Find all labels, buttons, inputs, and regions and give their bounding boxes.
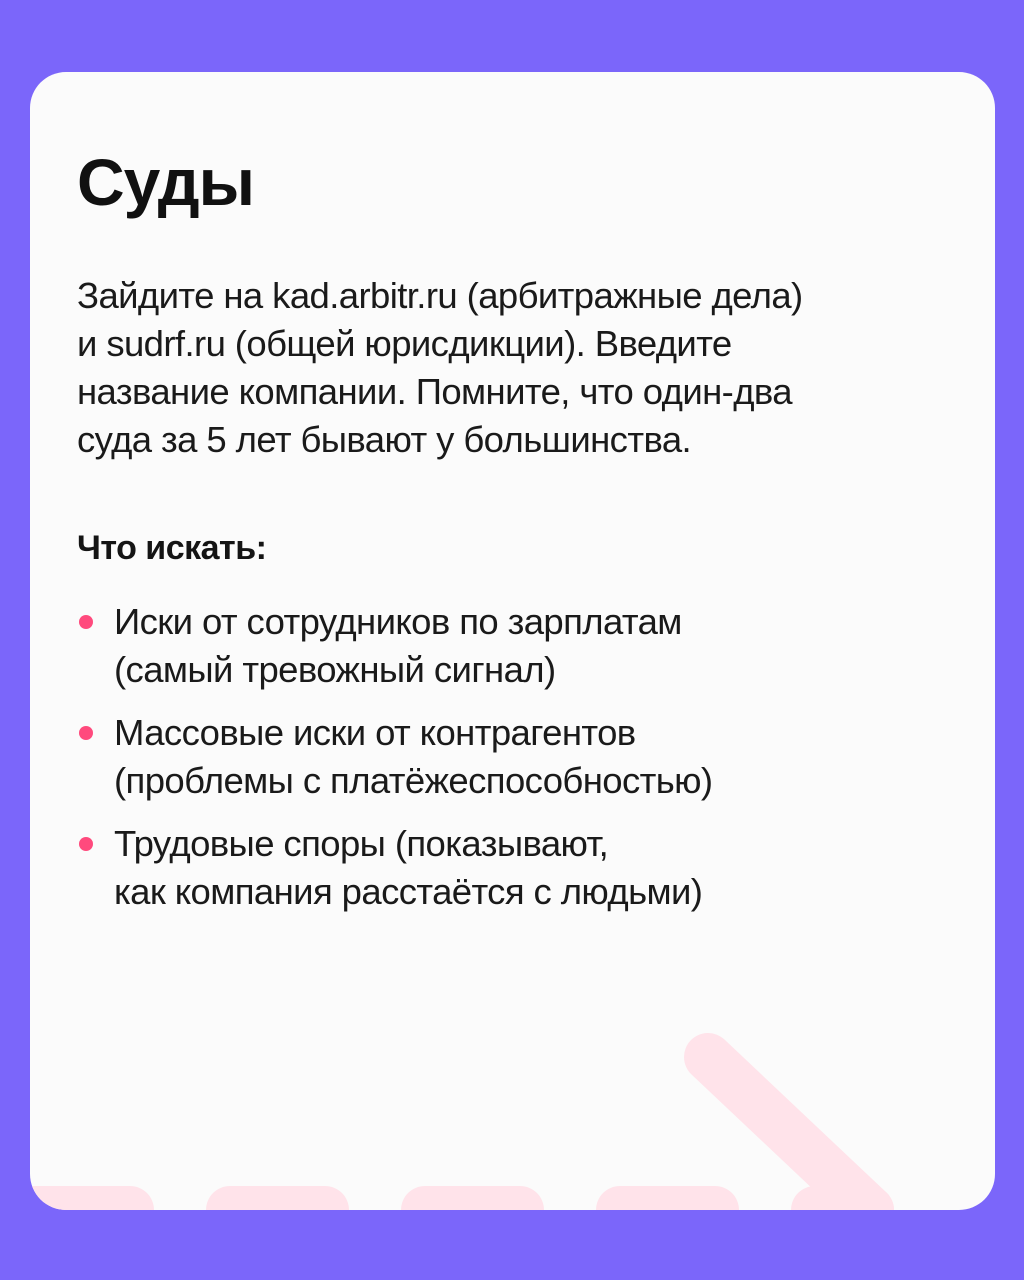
bullet-dot-icon	[79, 837, 93, 851]
arrow-head-stroke	[708, 1057, 870, 1210]
list-item	[77, 709, 957, 805]
bullet-dot-icon	[79, 726, 93, 740]
intro-paragraph: Зайдите на kad.arbitr.ru (арбитражные дела) и sudrf.ru (общей юрисдикции). Введите название компании. Помните, что один-два суда за 5 лет бывают у большинства.	[77, 275, 803, 460]
list-item-text: Массовые иски от контрагентов (проблемы с платёжеспособностью)	[114, 712, 713, 801]
content-card	[30, 72, 995, 1210]
section-heading: Что искать:	[77, 529, 267, 567]
list-item	[77, 820, 957, 916]
bullet-list	[77, 598, 957, 931]
page-title: Суды	[77, 145, 254, 219]
list-item-text: Трудовые споры (показывают, как компания расстаётся с людьми)	[114, 823, 703, 912]
list-item	[77, 598, 957, 694]
bullet-dot-icon	[79, 615, 93, 629]
list-item-text: Иски от сотрудников по зарплатам (самый тревожный сигнал)	[114, 601, 682, 690]
